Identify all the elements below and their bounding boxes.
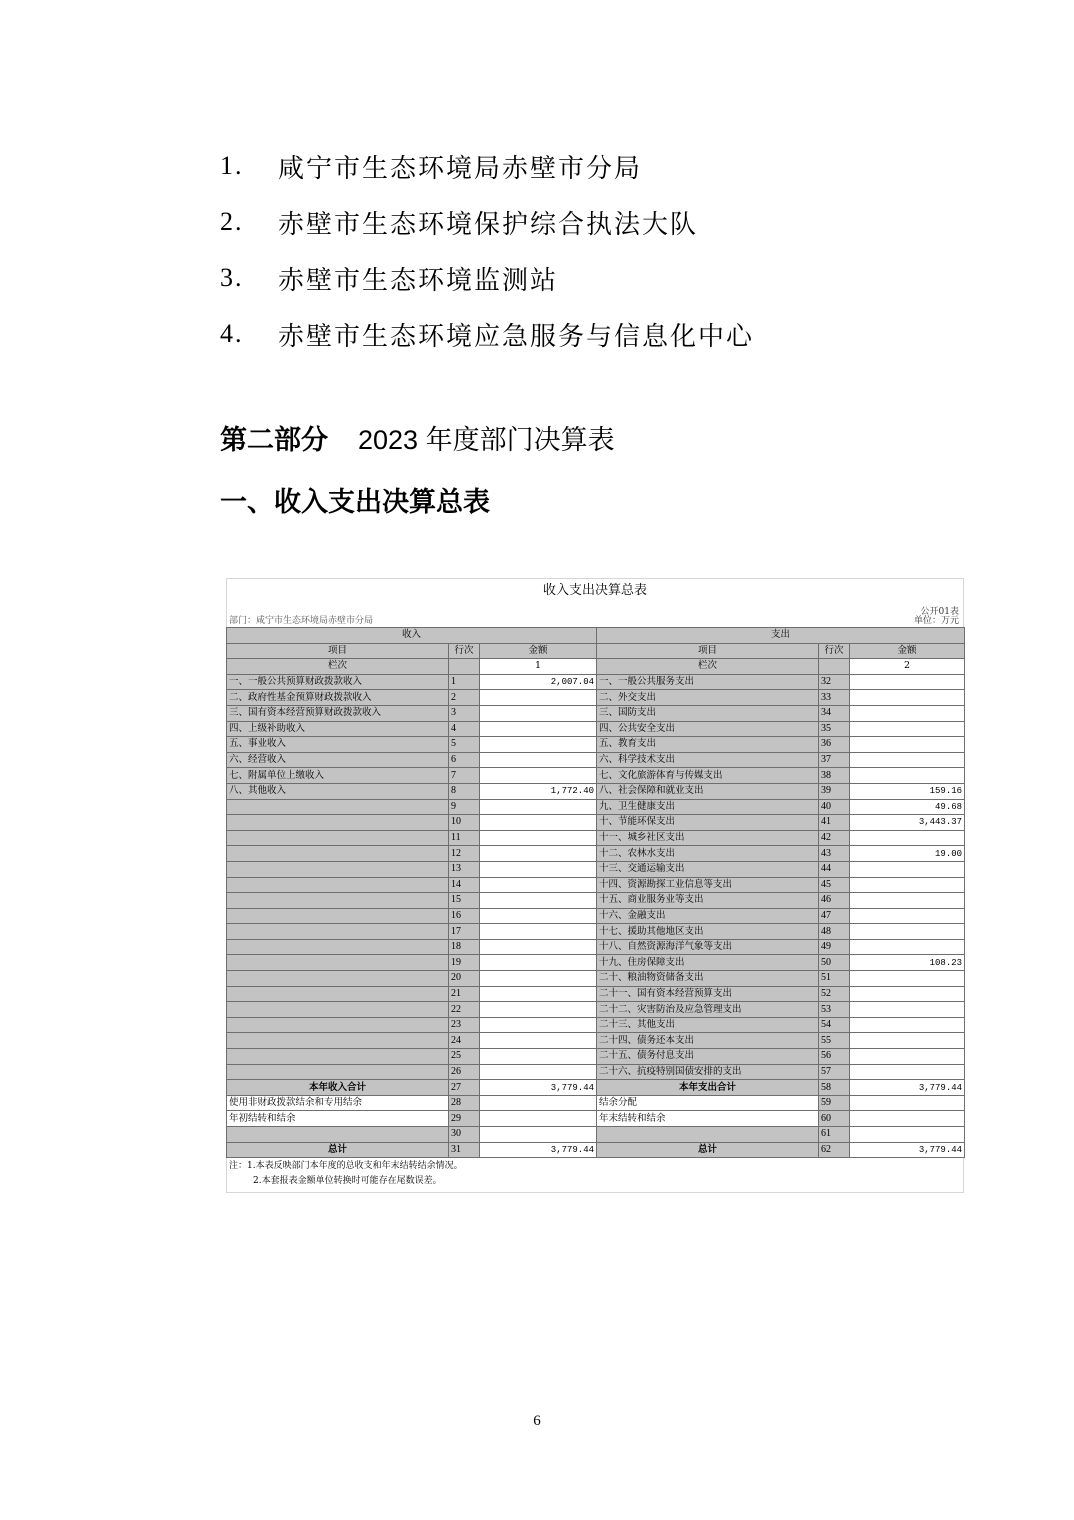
column-header-row [227, 643, 965, 659]
expense-row-no: 60 [819, 1111, 850, 1127]
expense-row-no: 39 [819, 783, 850, 799]
expense-item: 二、外交支出 [597, 690, 819, 706]
income-row-no: 15 [449, 893, 480, 909]
income-amount [480, 815, 597, 831]
expense-item: 二十一、国有资本经营预算支出 [597, 986, 819, 1002]
expense-amount [850, 877, 965, 893]
unit-item: 4. 赤壁市生态环境应急服务与信息化中心 [220, 306, 754, 362]
table-row [227, 893, 965, 909]
expense-amount [850, 1033, 965, 1049]
col-amount: 金额 [480, 643, 597, 659]
income-amount [480, 908, 597, 924]
income-row-no: 12 [449, 846, 480, 862]
table-row [227, 768, 965, 784]
income-row-no: 29 [449, 1111, 480, 1127]
part-label: 第二部分 [220, 425, 328, 456]
income-item [227, 1033, 449, 1049]
table-row [227, 1033, 965, 1049]
note-2: 2.本套报表金额单位转换时可能存在尾数误差。 [253, 1176, 442, 1187]
note-1: 注：1.本表反映部门本年度的总收支和年末结转结余情况。 [229, 1161, 463, 1172]
expense-amount [850, 830, 965, 846]
expense-item: 三、国防支出 [597, 705, 819, 721]
income-amount [480, 1111, 597, 1127]
income-amount: 3,779.44 [480, 1080, 597, 1096]
table-row [227, 877, 965, 893]
col-item: 项目 [227, 643, 449, 659]
income-item [227, 1049, 449, 1065]
col-item: 项目 [597, 643, 819, 659]
expense-amount [850, 893, 965, 909]
income-amount [480, 986, 597, 1002]
income-row-no: 10 [449, 815, 480, 831]
expense-row-no: 37 [819, 752, 850, 768]
expense-item: 二十二、灾害防治及应急管理支出 [597, 1002, 819, 1018]
income-amount [480, 721, 597, 737]
income-amount [480, 924, 597, 940]
income-row-no: 4 [449, 721, 480, 737]
expense-header: 支出 [597, 628, 965, 644]
expense-item: 二十三、其他支出 [597, 1017, 819, 1033]
income-item [227, 877, 449, 893]
expense-amount [850, 690, 965, 706]
total-row [227, 1080, 965, 1096]
expense-amount [850, 939, 965, 955]
income-row-no: 23 [449, 1017, 480, 1033]
expense-item: 四、公共安全支出 [597, 721, 819, 737]
income-item [227, 1064, 449, 1080]
expense-item: 七、文化旅游体育与传媒支出 [597, 768, 819, 784]
income-row-no: 22 [449, 1002, 480, 1018]
expense-item: 总计 [597, 1142, 819, 1158]
table-row [227, 1064, 965, 1080]
expense-row-no: 32 [819, 674, 850, 690]
income-amount [480, 1064, 597, 1080]
income-item: 七、附属单位上缴收入 [227, 768, 449, 784]
expense-row-no: 48 [819, 924, 850, 940]
expense-row-no: 56 [819, 1049, 850, 1065]
expense-amount [850, 1002, 965, 1018]
income-row-no: 19 [449, 955, 480, 971]
unit-item: 3. 赤壁市生态环境监测站 [220, 250, 754, 306]
income-item: 年初结转和结余 [227, 1111, 449, 1127]
expense-amount [850, 1111, 965, 1127]
expense-amount: 3,779.44 [850, 1142, 965, 1158]
income-item [227, 971, 449, 987]
income-row-no: 24 [449, 1033, 480, 1049]
section-heading: 一、收入支出决算总表 [220, 487, 490, 518]
income-amount [480, 1017, 597, 1033]
col-row: 行次 [819, 643, 850, 659]
expense-amount [850, 986, 965, 1002]
expense-row-no: 62 [819, 1142, 850, 1158]
col-index-2: 2 [850, 659, 965, 675]
table-row [227, 1111, 965, 1127]
expense-amount [850, 1017, 965, 1033]
expense-item: 本年支出合计 [597, 1080, 819, 1096]
expense-item: 八、社会保障和就业支出 [597, 783, 819, 799]
income-item [227, 830, 449, 846]
form-number: 公开01表 [920, 607, 959, 617]
expense-item: 二十五、债务付息支出 [597, 1049, 819, 1065]
unit-label: 单位：万元 [913, 616, 959, 626]
income-amount [480, 690, 597, 706]
expense-amount [850, 721, 965, 737]
unit-name: 赤壁市生态环境保护综合执法大队 [278, 209, 699, 240]
table-meta [226, 603, 964, 627]
table-row [227, 783, 965, 799]
lanci-row [227, 659, 965, 675]
income-amount [480, 1095, 597, 1111]
expense-amount [850, 705, 965, 721]
col-lanci: 栏次 [597, 659, 819, 675]
income-row-no: 21 [449, 986, 480, 1002]
income-item [227, 1127, 449, 1143]
expense-row-no: 55 [819, 1033, 850, 1049]
expense-item: 结余分配 [597, 1095, 819, 1111]
income-row-no: 1 [449, 674, 480, 690]
income-item [227, 1017, 449, 1033]
income-row-no: 9 [449, 799, 480, 815]
income-item: 一、一般公共预算财政拨款收入 [227, 674, 449, 690]
income-item [227, 893, 449, 909]
expense-row-no: 49 [819, 939, 850, 955]
expense-amount: 108.23 [850, 955, 965, 971]
income-item: 八、其他收入 [227, 783, 449, 799]
expense-item [597, 1127, 819, 1143]
income-amount: 2,007.04 [480, 674, 597, 690]
income-item [227, 955, 449, 971]
expense-item: 十三、交通运输支出 [597, 861, 819, 877]
unit-item: 1. 咸宁市生态环境局赤壁市分局 [220, 138, 754, 194]
expense-row-no: 34 [819, 705, 850, 721]
expense-item: 十、节能环保支出 [597, 815, 819, 831]
income-amount [480, 799, 597, 815]
income-item: 四、上级补助收入 [227, 721, 449, 737]
income-row-no: 28 [449, 1095, 480, 1111]
expense-row-no: 42 [819, 830, 850, 846]
expense-row-no: 35 [819, 721, 850, 737]
income-item: 二、政府性基金预算财政拨款收入 [227, 690, 449, 706]
table-row [227, 799, 965, 815]
income-amount [480, 830, 597, 846]
income-amount [480, 768, 597, 784]
table-row [227, 815, 965, 831]
expense-row-no: 54 [819, 1017, 850, 1033]
income-amount [480, 1033, 597, 1049]
col-index-1: 1 [480, 659, 597, 675]
expense-item: 九、卫生健康支出 [597, 799, 819, 815]
income-item: 使用非财政拨款结余和专用结余 [227, 1095, 449, 1111]
income-item: 三、国有资本经营预算财政拨款收入 [227, 705, 449, 721]
expense-amount [850, 971, 965, 987]
income-amount [480, 846, 597, 862]
table-row [227, 861, 965, 877]
expense-item: 十二、农林水支出 [597, 846, 819, 862]
income-row-no: 27 [449, 1080, 480, 1096]
expense-item: 十八、自然资源海洋气象等支出 [597, 939, 819, 955]
income-amount: 3,779.44 [480, 1142, 597, 1158]
table-row [227, 955, 965, 971]
income-amount [480, 877, 597, 893]
expense-row-no: 47 [819, 908, 850, 924]
department-label: 部门：咸宁市生态环境局赤壁市分局 [229, 616, 374, 626]
table-row [227, 939, 965, 955]
income-item [227, 939, 449, 955]
income-item: 本年收入合计 [227, 1080, 449, 1096]
expense-row-no: 44 [819, 861, 850, 877]
income-amount [480, 893, 597, 909]
income-amount [480, 971, 597, 987]
col-amount: 金额 [850, 643, 965, 659]
expense-row-no: 53 [819, 1002, 850, 1018]
income-row-no: 13 [449, 861, 480, 877]
expense-amount [850, 752, 965, 768]
table-row [227, 1017, 965, 1033]
income-amount: 1,772.40 [480, 783, 597, 799]
income-row-no: 7 [449, 768, 480, 784]
expense-row-no: 61 [819, 1127, 850, 1143]
part-title: 2023 年度部门决算表 [358, 425, 615, 455]
expense-amount [850, 1064, 965, 1080]
table-row [227, 1002, 965, 1018]
expense-row-no: 40 [819, 799, 850, 815]
income-row-no: 20 [449, 971, 480, 987]
table-row [227, 846, 965, 862]
expense-row-no: 50 [819, 955, 850, 971]
expense-amount [850, 861, 965, 877]
part-heading [220, 418, 615, 457]
expense-amount [850, 674, 965, 690]
expense-item: 十一、城乡社区支出 [597, 830, 819, 846]
expense-amount: 3,443.37 [850, 815, 965, 831]
income-amount [480, 752, 597, 768]
unit-item: 2. 赤壁市生态环境保护综合执法大队 [220, 194, 754, 250]
col-lanci: 栏次 [227, 659, 449, 675]
expense-amount [850, 1127, 965, 1143]
expense-item: 十四、资源勘探工业信息等支出 [597, 877, 819, 893]
table-row [227, 721, 965, 737]
income-row-no: 26 [449, 1064, 480, 1080]
income-item [227, 924, 449, 940]
income-row-no: 30 [449, 1127, 480, 1143]
unit-name: 赤壁市生态环境应急服务与信息化中心 [278, 321, 755, 352]
income-item [227, 799, 449, 815]
income-amount [480, 737, 597, 753]
income-item [227, 986, 449, 1002]
expense-row-no: 45 [819, 877, 850, 893]
unit-list [220, 138, 754, 362]
income-row-no: 3 [449, 705, 480, 721]
expense-amount [850, 908, 965, 924]
expense-item: 十七、援助其他地区支出 [597, 924, 819, 940]
expense-item: 二十、粮油物资储备支出 [597, 971, 819, 987]
expense-row-no: 58 [819, 1080, 850, 1096]
income-row-no: 2 [449, 690, 480, 706]
income-row-no: 18 [449, 939, 480, 955]
page-number: 6 [533, 1413, 541, 1429]
table-title: 收入支出决算总表 [226, 578, 964, 603]
expense-item: 年末结转和结余 [597, 1111, 819, 1127]
table-row [227, 908, 965, 924]
table-row [227, 986, 965, 1002]
expense-item: 十五、商业服务业等支出 [597, 893, 819, 909]
unit-name: 赤壁市生态环境监测站 [278, 265, 559, 296]
table-row [227, 674, 965, 690]
expense-row-no: 57 [819, 1064, 850, 1080]
income-expense-table [226, 627, 965, 1158]
unit-name: 咸宁市生态环境局赤壁市分局 [278, 153, 643, 184]
income-row-no: 6 [449, 752, 480, 768]
income-row-no: 11 [449, 830, 480, 846]
expense-amount: 159.16 [850, 783, 965, 799]
expense-row-no: 43 [819, 846, 850, 862]
section-header-row [227, 628, 965, 644]
expense-row-no: 33 [819, 690, 850, 706]
table-row [227, 1095, 965, 1111]
expense-amount: 19.00 [850, 846, 965, 862]
income-item [227, 908, 449, 924]
expense-item: 十六、金融支出 [597, 908, 819, 924]
expense-item: 六、科学技术支出 [597, 752, 819, 768]
expense-item: 二十四、债务还本支出 [597, 1033, 819, 1049]
income-row-no: 31 [449, 1142, 480, 1158]
income-row-no: 17 [449, 924, 480, 940]
income-amount [480, 939, 597, 955]
income-amount [480, 861, 597, 877]
income-item [227, 1002, 449, 1018]
income-row-no: 5 [449, 737, 480, 753]
expense-amount: 49.68 [850, 799, 965, 815]
income-item [227, 861, 449, 877]
table-row [227, 752, 965, 768]
expense-row-no: 59 [819, 1095, 850, 1111]
expense-amount [850, 737, 965, 753]
expense-amount [850, 1095, 965, 1111]
income-item: 总计 [227, 1142, 449, 1158]
table-row [227, 705, 965, 721]
final-accounts-table-image [226, 578, 964, 1193]
income-row-no: 14 [449, 877, 480, 893]
income-amount [480, 705, 597, 721]
table-row [227, 924, 965, 940]
expense-item: 二十六、抗疫特别国债安排的支出 [597, 1064, 819, 1080]
expense-amount: 3,779.44 [850, 1080, 965, 1096]
income-amount [480, 1127, 597, 1143]
expense-row-no: 36 [819, 737, 850, 753]
expense-item: 一、一般公共服务支出 [597, 674, 819, 690]
income-row-no: 8 [449, 783, 480, 799]
income-item [227, 815, 449, 831]
expense-amount [850, 1049, 965, 1065]
expense-row-no: 46 [819, 893, 850, 909]
expense-item: 五、教育支出 [597, 737, 819, 753]
expense-row-no: 51 [819, 971, 850, 987]
table-notes [226, 1158, 964, 1193]
income-row-no: 16 [449, 908, 480, 924]
table-row [227, 1049, 965, 1065]
income-item [227, 846, 449, 862]
table-row [227, 1127, 965, 1143]
income-amount [480, 1002, 597, 1018]
table-row [227, 737, 965, 753]
expense-amount [850, 924, 965, 940]
income-item: 五、事业收入 [227, 737, 449, 753]
table-row [227, 690, 965, 706]
expense-amount [850, 768, 965, 784]
income-amount [480, 1049, 597, 1065]
expense-row-no: 52 [819, 986, 850, 1002]
col-row: 行次 [449, 643, 480, 659]
income-row-no: 25 [449, 1049, 480, 1065]
table-row [227, 971, 965, 987]
table-row [227, 830, 965, 846]
income-amount [480, 955, 597, 971]
income-header: 收入 [227, 628, 597, 644]
expense-row-no: 41 [819, 815, 850, 831]
expense-item: 十九、住房保障支出 [597, 955, 819, 971]
total-row [227, 1142, 965, 1158]
expense-row-no: 38 [819, 768, 850, 784]
income-item: 六、经营收入 [227, 752, 449, 768]
